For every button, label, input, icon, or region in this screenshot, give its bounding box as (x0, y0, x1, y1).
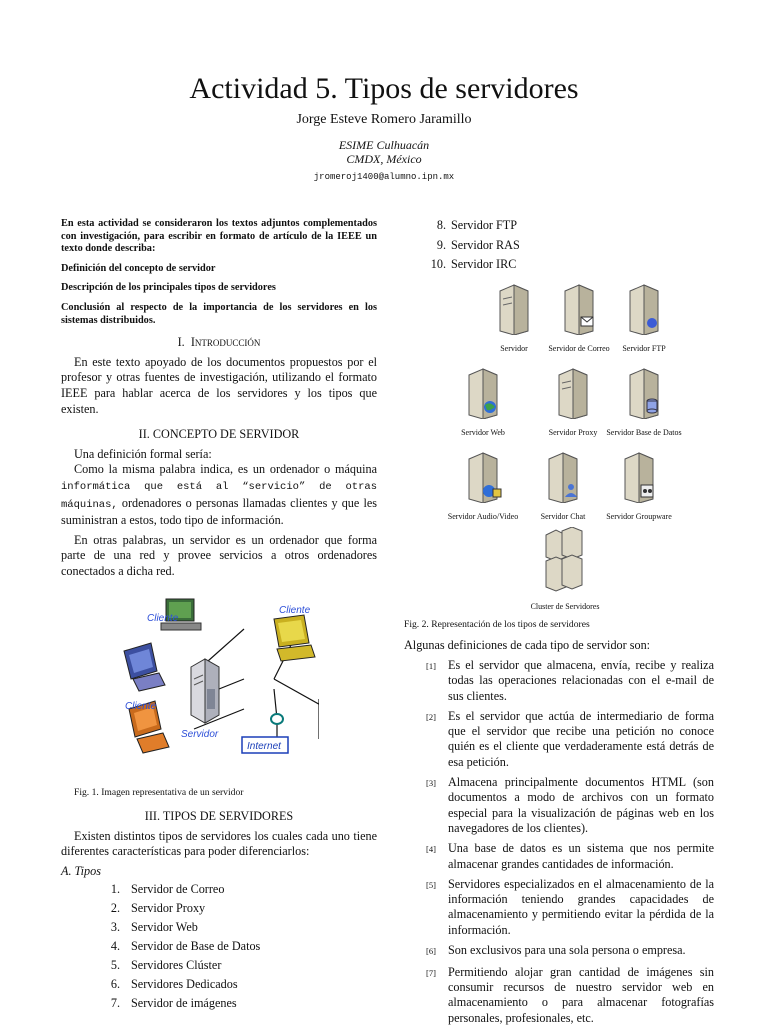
section-introduccion-heading (61, 335, 377, 351)
chat-server-icon: Servidor Chat (520, 451, 606, 525)
left-column (61, 218, 377, 1015)
groupware-server-icon: Servidor Groupware (596, 451, 682, 525)
section-number: I. (177, 335, 185, 350)
server-icon: Servidor (471, 283, 557, 357)
list-item: [1] Es el servidor que almacena, envía, recibe y realiza todas las operaciones relacionadas con el e-mail de sus clientes. (426, 657, 714, 703)
label-servidor: Servidor (181, 729, 219, 741)
list-item: [3] Almacena principalmente documentos HTML (son documentos a modo de archivos con un formato especial para la visualización de páginas web en los navegadores de los clientes). (426, 775, 714, 835)
label-internet: Internet (247, 741, 281, 753)
section-title: Introducción (190, 335, 261, 350)
concept-paragraph-1: Una definición formal sería: (74, 446, 212, 461)
list-item: 4. Servidor de Base de Datos (110, 939, 261, 954)
label-cliente-3: Cliente (125, 701, 157, 713)
database-server-icon: Servidor Base de Datos (601, 367, 687, 441)
figure-1-network (119, 589, 319, 779)
section-tipos-heading: III. TIPOS DE SERVIDORES (144, 809, 294, 824)
figure-2-caption: Fig. 2. Representación de los tipos de servidores (404, 618, 590, 630)
concept-paragraph-3: En otras palabras, un servidor es un ordenador que forma parte de una red y provee servicios a otros ordenadores conectados a dicha red. (61, 532, 377, 578)
list-item: [4] Una base de datos es un sistema que nos permite almacenar grandes cantidades de información. (426, 841, 714, 871)
subsection-tipos: A. Tipos (61, 863, 101, 878)
affiliation-city: CMDX, México (346, 152, 422, 166)
abstract-item-conclusion: Conclusión al respecto de la importancia de los servidores en los sistemas distribuidos. (61, 301, 377, 326)
abstract-intro: En esta actividad se consideraron los textos adjuntos complementados con investigación, para escribir en formato de artículo de la IEEE un texto donde describa: (61, 218, 377, 255)
server-tower-icon (191, 659, 219, 723)
server-types-list-part-2 (422, 218, 714, 273)
definitions-list (404, 658, 714, 1026)
label-cliente-2: Cliente (279, 605, 311, 617)
list-item: [6] Son exclusivos para una sola persona o empresa. (426, 943, 686, 958)
concept-text-a: Como la misma palabra indica, es un ordenador o máquina (74, 462, 377, 477)
list-item: 10. Servidor IRC (430, 257, 517, 272)
list-item: [5] Servidores especializados en el almacenamiento de la información teniendo grandes capacidades de almacenamiento y permitiendo evitar la pérdida de la información. (426, 876, 714, 937)
list-item: 2. Servidor Proxy (110, 901, 206, 916)
section-concepto-heading: II. CONCEPTO DE SERVIDOR (138, 427, 300, 442)
paper-title: Actividad 5. Tipos de servidores (189, 72, 579, 105)
audio-video-server-icon: Servidor Audio/Video (440, 451, 526, 525)
mail-server-icon: Servidor de Correo (536, 283, 622, 357)
list-item: [2] Es el servidor que actúa de intermediario de forma que el servidor que recibe una petición no conoce quién es el cliente que verdaderamente está detrás de esa petición. (426, 708, 714, 769)
list-item: 3. Servidor Web (110, 920, 198, 935)
concept-text-b: ordenadores o personas llamadas clientes y que les suministran a estos, todo tipo de información. (61, 495, 377, 528)
list-item: 5. Servidores Clúster (110, 958, 222, 973)
list-item: 6. Servidores Dedicados (110, 977, 238, 992)
intro-paragraph: En este texto apoyado de los documentos propuestos por el profesor y otras fuentes de investigación, utilizando el formato IEEE para hablar acerca de los servidores y los tipos que existen. (61, 354, 377, 416)
definitions-intro: Algunas definiciones de cada tipo de servidor son: (404, 638, 651, 653)
concept-paragraph-2 (61, 462, 377, 528)
affiliation-school: ESIME Culhuacán (338, 138, 430, 152)
right-column (404, 218, 714, 1031)
author-email: jromeroj1400@alumno.ipn.mx (313, 172, 455, 182)
label-cliente-1: Cliente (147, 613, 179, 625)
figure-1-caption: Fig. 1. Imagen representativa de un servidor (74, 787, 244, 799)
server-types-list-part-1 (97, 882, 377, 1012)
list-item: 7. Servidor de imágenes (110, 996, 237, 1011)
client-computer-icon-right (274, 615, 315, 661)
concept-text-mono: informática que está al “servicio” de otras máquinas, (61, 480, 377, 511)
client-computer-icon-left (124, 643, 165, 691)
cluster-server-icon: Cluster de Servidores (520, 527, 610, 615)
ftp-server-icon: Servidor FTP (601, 283, 687, 357)
list-item: [7] Permitiendo alojar gran cantidad de imágenes sin consumir recursos de nuestro servidor web en almacenamiento o para almacenar fotografías personales, profesionales, etc. (426, 964, 714, 1025)
figure-2-server-types (434, 279, 682, 615)
list-item: 1. Servidor de Correo (110, 882, 225, 897)
web-server-icon: Servidor Web (440, 367, 526, 441)
network-diagram (119, 589, 319, 779)
author-name: Jorge Esteve Romero Jaramillo (296, 112, 472, 127)
abstract-item-description: Descripción de los principales tipos de servidores (61, 282, 276, 294)
proxy-server-icon: Servidor Proxy (530, 367, 616, 441)
abstract-item-definition: Definición del concepto de servidor (61, 262, 216, 274)
list-item: 9. Servidor RAS (436, 237, 520, 252)
list-item: 8. Servidor FTP (436, 218, 518, 232)
network-node-icon (271, 714, 283, 724)
tipos-paragraph: Existen distintos tipos de servidores los cuales cada uno tiene diferentes características para poder diferenciarlos: (61, 828, 377, 859)
